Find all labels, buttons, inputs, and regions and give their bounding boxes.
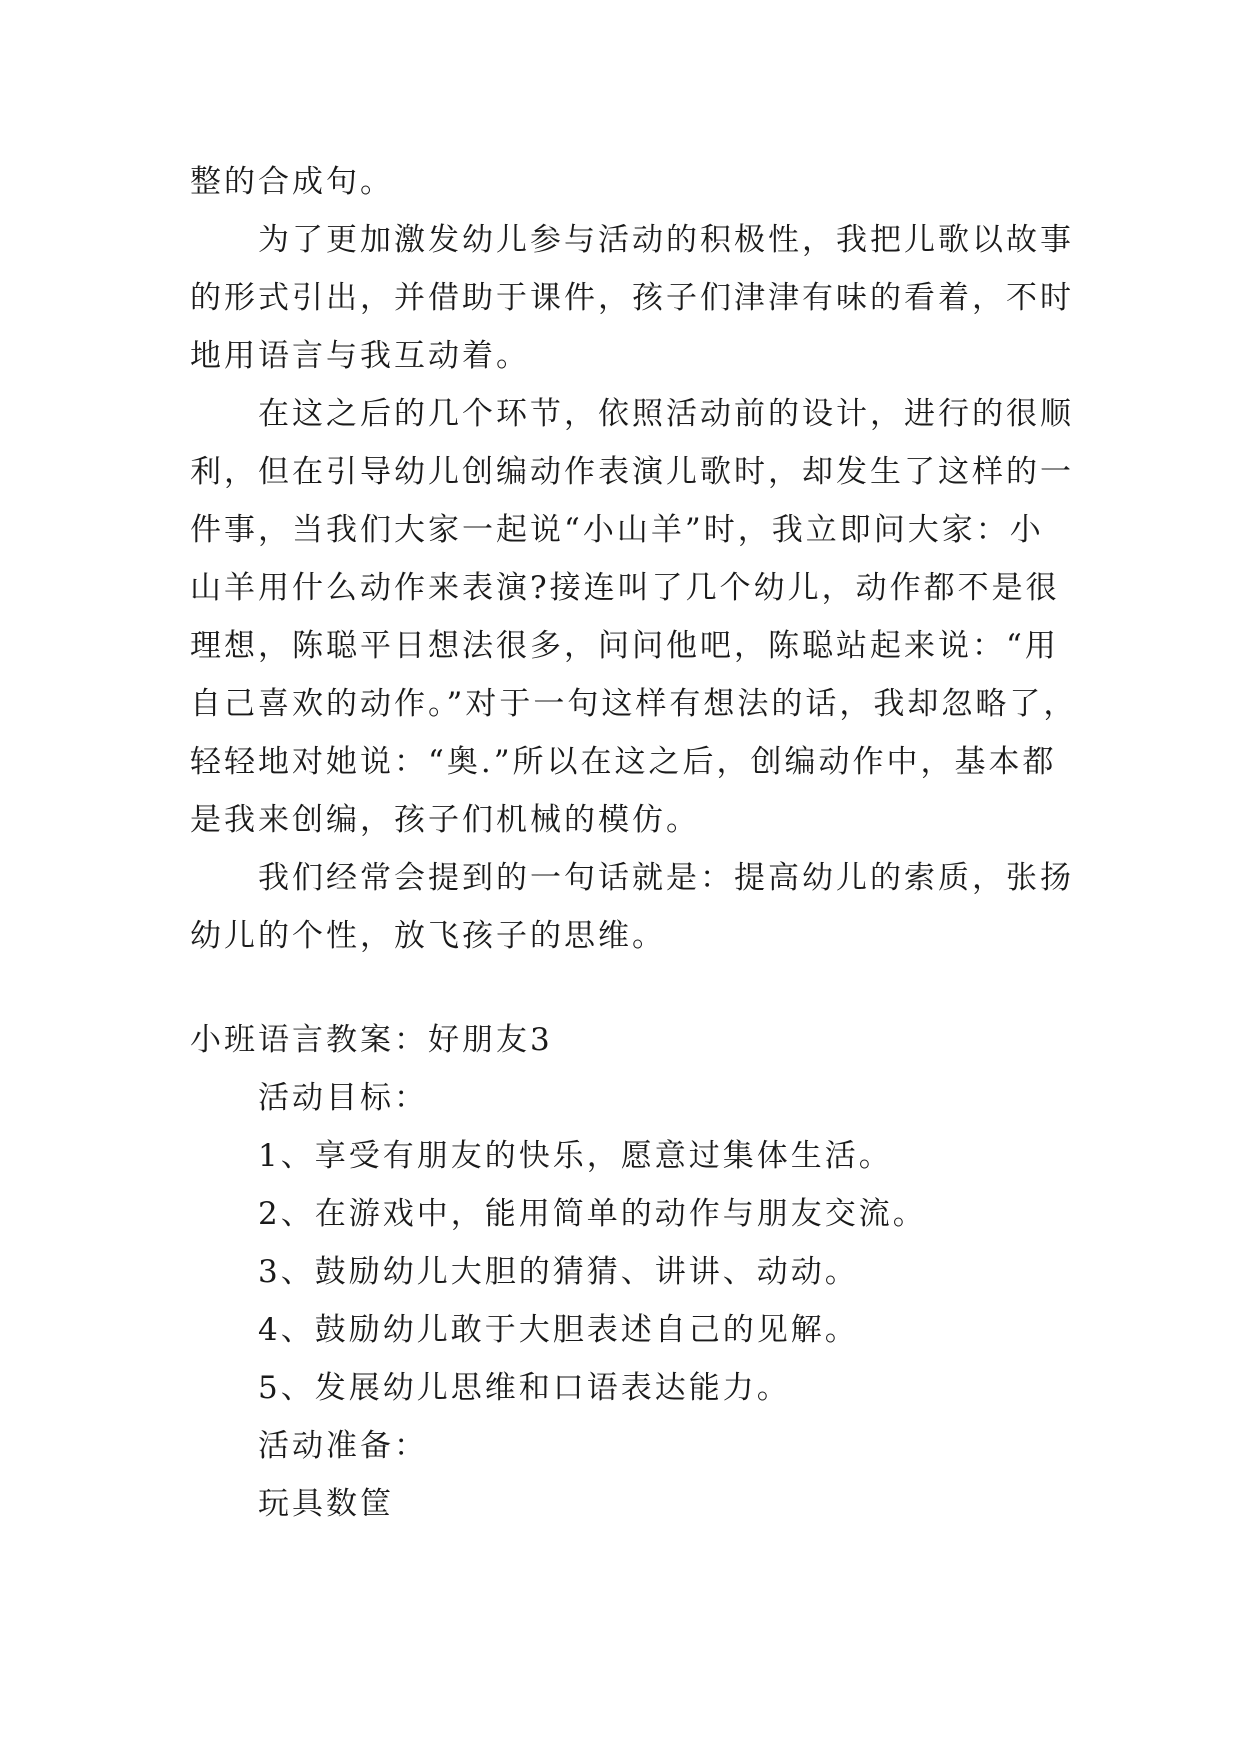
paragraph-line: 是我来创编，孩子们机械的模仿。 [190,802,700,838]
paragraph-line: 的形式引出，并借助于课件，孩子们津津有味的看着，不时 [190,280,1074,316]
section-title: 小班语言教案：好朋友3 [190,1022,553,1058]
paragraph-line: 地用语言与我互动着。 [190,338,530,374]
prep-heading: 活动准备： [258,1428,428,1464]
goal-item: 4、鼓励幼儿敢于大胆表述自己的见解。 [258,1312,859,1348]
paragraph-line: 在这之后的几个环节，依照活动前的设计，进行的很顺 [258,396,1074,432]
paragraph-line: 轻轻地对她说：“奥.”所以在这之后，创编动作中，基本都 [190,744,1057,780]
paragraph-line: 整的合成句。 [190,164,394,200]
section-spacer [190,965,1070,1011]
document-body [190,153,1078,1533]
paragraph-line: 理想，陈聪平日想法很多，问问他吧，陈聪站起来说：“用 [190,628,1059,664]
paragraph-line: 件事，当我们大家一起说“小山羊”时，我立即问大家：小 [190,512,1044,548]
paragraph-line: 幼儿的个性，放飞孩子的思维。 [190,918,666,954]
paragraph-line: 利，但在引导幼儿创编动作表演儿歌时，却发生了这样的一 [190,454,1074,490]
goal-item: 3、鼓励幼儿大胆的猜猜、讲讲、动动。 [258,1254,859,1290]
paragraph-line: 为了更加激发幼儿参与活动的积极性，我把儿歌以故事 [258,222,1074,258]
paragraph-line: 我们经常会提到的一句话就是：提高幼儿的索质，张扬 [258,860,1074,896]
paragraph-line: 山羊用什么动作来表演?接连叫了几个幼儿，动作都不是很 [190,570,1060,606]
prep-item: 玩具数筐 [258,1486,394,1522]
goals-heading: 活动目标： [258,1080,428,1116]
goal-item: 5、发展幼儿思维和口语表达能力。 [258,1370,791,1406]
goal-item: 2、在游戏中，能用简单的动作与朋友交流。 [258,1196,927,1232]
paragraph-line: 自己喜欢的动作。”对于一句这样有想法的话，我却忽略了， [190,686,1078,722]
goal-item: 1、享受有朋友的快乐，愿意过集体生活。 [258,1138,893,1174]
